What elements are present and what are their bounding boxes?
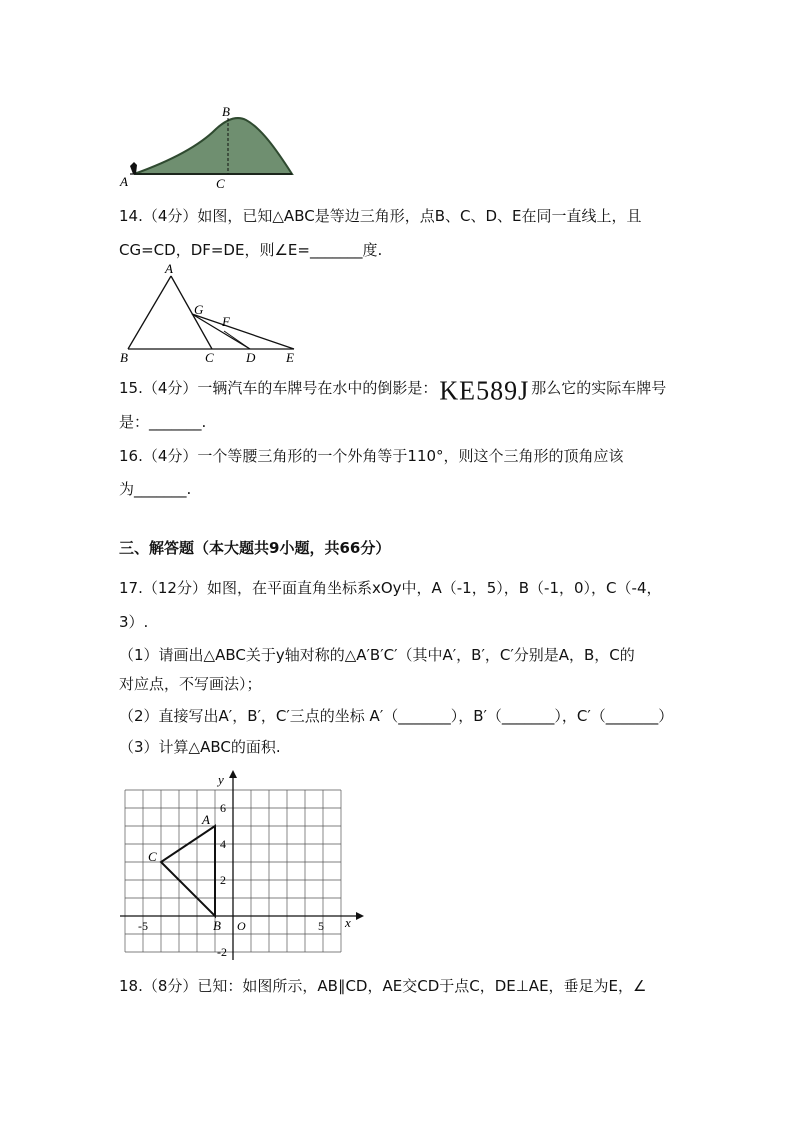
q14-figure — [116, 262, 306, 366]
origin-label: O — [237, 919, 246, 933]
hill-figure — [116, 104, 296, 192]
q16-line1: 16.（4分）一个等腰三角形的一个外角等于110°，则这个三角形的顶角应该 — [119, 447, 624, 465]
hill-shape — [134, 118, 292, 174]
hill-label-c: C — [216, 176, 225, 191]
y-axis-arrow-icon — [229, 770, 237, 778]
person-icon — [130, 162, 137, 174]
grid-label-b: B — [213, 918, 221, 933]
q15-text-before: 15.（4分）一辆汽车的车牌号在水中的倒影是： — [119, 379, 438, 397]
q14-label-g: G — [194, 302, 204, 317]
q15-text-after: 那么它的实际车牌号 — [531, 379, 667, 397]
q14-label-e: E — [286, 350, 294, 365]
q16-line2: 为_______. — [119, 480, 192, 498]
q14-label-a: A — [165, 262, 173, 276]
tick-x-neg5: -5 — [138, 919, 148, 933]
q14-line1: 14.（4分）如图，已知△ABC是等边三角形，点B、C、D、E在同一直线上，且 — [119, 207, 642, 225]
tick-y-neg2: -2 — [217, 945, 227, 959]
tick-x-5: 5 — [318, 919, 324, 933]
q17-part2: （2）直接写出A′，B′，C′三点的坐标 A′（_______），B′（_______），C′（_______） — [119, 707, 674, 725]
tick-y-4: 4 — [220, 837, 226, 851]
triangle-abc — [161, 826, 215, 916]
section-3-title: 三、解答题（本大题共9小题，共66分） — [119, 539, 391, 557]
grid-label-a: A — [202, 812, 210, 827]
q14-label-b: B — [120, 350, 128, 365]
hill-label-a: A — [120, 174, 128, 189]
hill-label-b: B — [222, 104, 230, 119]
tick-y-2: 2 — [220, 873, 226, 887]
x-axis-arrow-icon — [356, 912, 364, 920]
axis-x-label: x — [345, 915, 351, 930]
q15-line1 — [119, 375, 667, 406]
q15-line2: 是：_______. — [119, 413, 207, 431]
q17-part1-line2: 对应点，不写画法）； — [119, 675, 262, 693]
q14-label-f: F — [222, 314, 230, 329]
axis-y-label: y — [218, 772, 224, 787]
tick-y-6: 6 — [220, 801, 226, 815]
q14-line2: CG=CD，DF=DE，则∠E=_______度. — [119, 241, 383, 259]
q17-part1-line1: （1）请画出△ABC关于y轴对称的△A′B′C′（其中A′，B′，C′分别是A，B，C的 — [119, 646, 635, 664]
q18-line1: 18.（8分）已知：如图所示，AB∥CD，AE交CD于点C，DE⊥AE，垂足为E，∠ — [119, 977, 647, 995]
coordinate-grid — [112, 768, 372, 968]
grid-label-c: C — [148, 849, 157, 864]
q17-line2: 3）. — [119, 613, 149, 631]
license-plate-reflection: KE589J — [439, 375, 530, 406]
q14-label-c: C — [205, 350, 214, 365]
q17-line1: 17.（12分）如图，在平面直角坐标系xOy中，A（-1，5），B（-1，0），C（-4， — [119, 579, 662, 597]
q14-label-d: D — [246, 350, 256, 365]
q17-part3: （3）计算△ABC的面积. — [119, 738, 281, 756]
